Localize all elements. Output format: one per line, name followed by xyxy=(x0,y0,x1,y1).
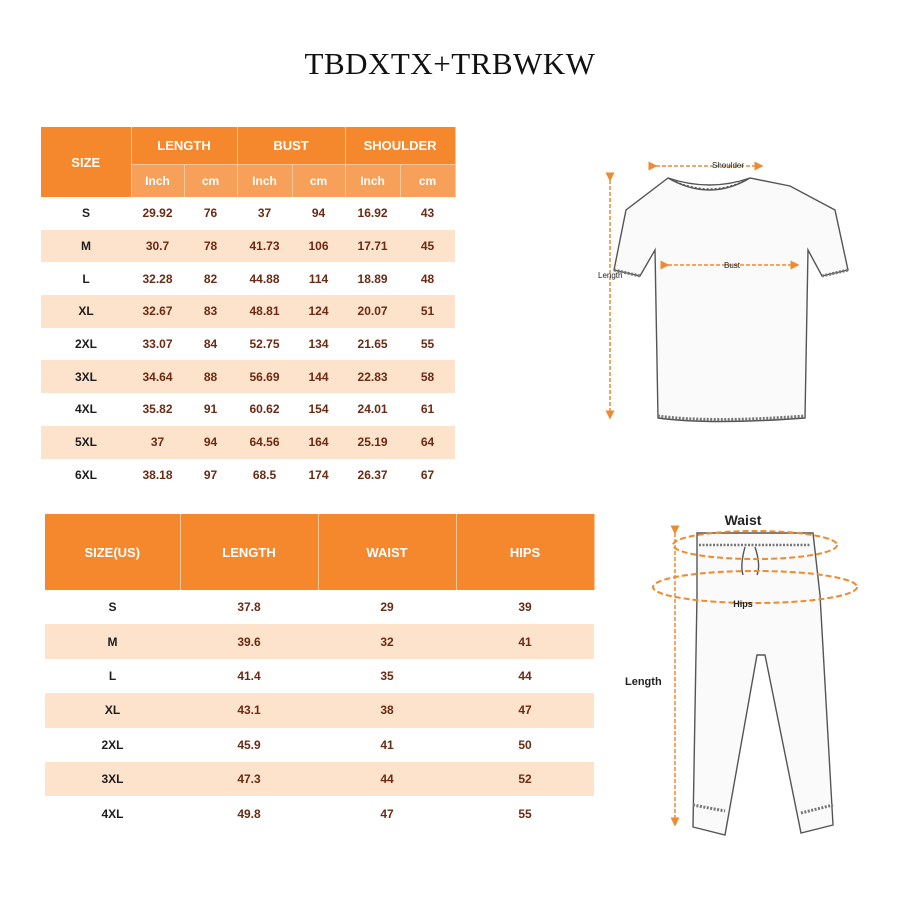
table-row xyxy=(41,393,455,426)
measurement-cell: 29 xyxy=(318,590,456,624)
header-shoulder: SHOULDER xyxy=(345,127,455,164)
size-label-cell: 3XL xyxy=(41,360,131,393)
table-row xyxy=(41,426,455,459)
size-label-cell: M xyxy=(41,230,131,263)
hips-label: Hips xyxy=(733,599,753,609)
measurement-cell: 55 xyxy=(456,796,594,830)
measurement-cell: 55 xyxy=(400,328,455,361)
size-label-cell: XL xyxy=(45,693,180,727)
measurement-cell: 50 xyxy=(456,728,594,762)
measurement-cell: 44.88 xyxy=(237,262,292,295)
measurement-cell: 35 xyxy=(318,659,456,693)
header-length: LENGTH xyxy=(131,127,237,164)
table-row xyxy=(41,328,455,361)
measurement-cell: 22.83 xyxy=(345,360,400,393)
waist-label: Waist xyxy=(724,512,762,528)
measurement-cell: 106 xyxy=(292,230,345,263)
measurement-cell: 33.07 xyxy=(131,328,184,361)
size-label-cell: S xyxy=(45,590,180,624)
measurement-cell: 47 xyxy=(318,796,456,830)
bottom-table-body xyxy=(45,590,594,831)
header-size: SIZE xyxy=(41,127,131,197)
size-label-cell: S xyxy=(41,197,131,230)
measurement-cell: 45 xyxy=(400,230,455,263)
subheader-inch: Inch xyxy=(131,164,184,197)
tshirt-illustration xyxy=(614,178,848,422)
measurement-cell: 154 xyxy=(292,393,345,426)
measurement-cell: 78 xyxy=(184,230,237,263)
measurement-cell: 48.81 xyxy=(237,295,292,328)
table-row xyxy=(45,590,594,624)
measurement-cell: 44 xyxy=(318,762,456,796)
measurement-cell: 41.73 xyxy=(237,230,292,263)
measurement-cell: 82 xyxy=(184,262,237,295)
measurement-cell: 32.28 xyxy=(131,262,184,295)
measurement-cell: 68.5 xyxy=(237,459,292,492)
measurement-cell: 48 xyxy=(400,262,455,295)
measurement-cell: 64.56 xyxy=(237,426,292,459)
subheader-inch: Inch xyxy=(345,164,400,197)
measurement-cell: 43 xyxy=(400,197,455,230)
size-label-cell: 2XL xyxy=(41,328,131,361)
measurement-cell: 39.6 xyxy=(180,624,318,658)
table-row xyxy=(41,360,455,393)
measurement-cell: 134 xyxy=(292,328,345,361)
header-bust: BUST xyxy=(237,127,345,164)
subheader-cm: cm xyxy=(184,164,237,197)
top-size-table xyxy=(41,127,456,491)
bust-label: Bust xyxy=(723,261,741,270)
header-hips: HIPS xyxy=(456,514,594,590)
measurement-cell: 37 xyxy=(237,197,292,230)
size-label-cell: L xyxy=(45,659,180,693)
measurement-cell: 32.67 xyxy=(131,295,184,328)
measurement-cell: 164 xyxy=(292,426,345,459)
measurement-cell: 41 xyxy=(456,624,594,658)
size-label-cell: 2XL xyxy=(45,728,180,762)
size-label-cell: L xyxy=(41,262,131,295)
measurement-cell: 67 xyxy=(400,459,455,492)
shoulder-label: Shoulder xyxy=(711,161,745,170)
top-table-body xyxy=(41,197,455,491)
measurement-cell: 41 xyxy=(318,728,456,762)
measurement-cell: 114 xyxy=(292,262,345,295)
size-label-cell: 4XL xyxy=(45,796,180,830)
size-label-cell: 4XL xyxy=(41,393,131,426)
pants-diagram xyxy=(615,505,875,850)
subheader-cm: cm xyxy=(400,164,455,197)
header-length: LENGTH xyxy=(180,514,318,590)
size-label-cell: 3XL xyxy=(45,762,180,796)
table-row xyxy=(45,728,594,762)
measurement-cell: 174 xyxy=(292,459,345,492)
measurement-cell: 16.92 xyxy=(345,197,400,230)
table-row xyxy=(41,230,455,263)
measurement-cell: 29.92 xyxy=(131,197,184,230)
measurement-cell: 49.8 xyxy=(180,796,318,830)
measurement-cell: 25.19 xyxy=(345,426,400,459)
measurement-cell: 64 xyxy=(400,426,455,459)
measurement-cell: 94 xyxy=(184,426,237,459)
measurement-cell: 91 xyxy=(184,393,237,426)
measurement-cell: 38 xyxy=(318,693,456,727)
measurement-cell: 88 xyxy=(184,360,237,393)
measurement-cell: 60.62 xyxy=(237,393,292,426)
size-label-cell: XL xyxy=(41,295,131,328)
measurement-cell: 58 xyxy=(400,360,455,393)
measurement-cell: 124 xyxy=(292,295,345,328)
table-row xyxy=(41,262,455,295)
measurement-cell: 30.7 xyxy=(131,230,184,263)
measurement-cell: 144 xyxy=(292,360,345,393)
measurement-cell: 35.82 xyxy=(131,393,184,426)
measurement-cell: 43.1 xyxy=(180,693,318,727)
table-row xyxy=(41,295,455,328)
measurement-cell: 34.64 xyxy=(131,360,184,393)
measurement-cell: 41.4 xyxy=(180,659,318,693)
measurement-cell: 26.37 xyxy=(345,459,400,492)
measurement-cell: 45.9 xyxy=(180,728,318,762)
measurement-cell: 84 xyxy=(184,328,237,361)
measurement-cell: 51 xyxy=(400,295,455,328)
size-label-cell: 6XL xyxy=(41,459,131,492)
measurement-cell: 38.18 xyxy=(131,459,184,492)
measurement-cell: 20.07 xyxy=(345,295,400,328)
measurement-cell: 47 xyxy=(456,693,594,727)
measurement-cell: 32 xyxy=(318,624,456,658)
size-label-cell: M xyxy=(45,624,180,658)
length-label: Length xyxy=(625,676,662,688)
measurement-cell: 47.3 xyxy=(180,762,318,796)
tshirt-diagram xyxy=(590,150,860,440)
table-row xyxy=(45,624,594,658)
measurement-cell: 37 xyxy=(131,426,184,459)
pants-illustration xyxy=(693,533,833,835)
measurement-cell: 83 xyxy=(184,295,237,328)
measurement-cell: 76 xyxy=(184,197,237,230)
table-row xyxy=(45,659,594,693)
measurement-cell: 21.65 xyxy=(345,328,400,361)
measurement-cell: 44 xyxy=(456,659,594,693)
measurement-cell: 39 xyxy=(456,590,594,624)
table-row xyxy=(45,796,594,830)
header-waist: WAIST xyxy=(318,514,456,590)
table-row xyxy=(45,693,594,727)
table-row xyxy=(41,197,455,230)
header-size-us: SIZE(US) xyxy=(45,514,180,590)
measurement-cell: 56.69 xyxy=(237,360,292,393)
page-title: TBDXTX+TRBWKW xyxy=(304,46,596,81)
table-row xyxy=(45,762,594,796)
subheader-cm: cm xyxy=(292,164,345,197)
table-row xyxy=(41,459,455,492)
measurement-cell: 18.89 xyxy=(345,262,400,295)
measurement-cell: 52 xyxy=(456,762,594,796)
length-label: Length xyxy=(598,271,623,280)
measurement-cell: 17.71 xyxy=(345,230,400,263)
measurement-cell: 37.8 xyxy=(180,590,318,624)
measurement-cell: 97 xyxy=(184,459,237,492)
measurement-cell: 94 xyxy=(292,197,345,230)
measurement-cell: 61 xyxy=(400,393,455,426)
bottom-size-table xyxy=(45,514,595,831)
subheader-inch: Inch xyxy=(237,164,292,197)
size-label-cell: 5XL xyxy=(41,426,131,459)
measurement-cell: 52.75 xyxy=(237,328,292,361)
measurement-cell: 24.01 xyxy=(345,393,400,426)
